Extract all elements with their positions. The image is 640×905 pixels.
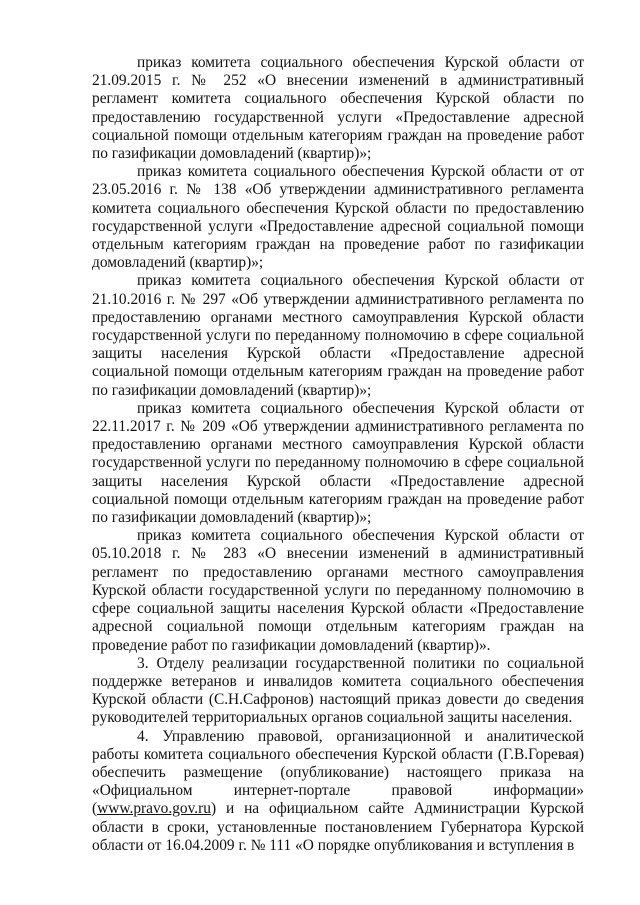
pravo-gov-link[interactable]: www.pravo.gov.ru [97,800,211,818]
order-paragraph-2017: приказ комитета социального обеспечения Курской области от 22.11.2017 г. № 209 «Об утверждении административного регламента по предоставлению органами местного самоуправления Курской области государственной услуги по переданному полномочию в сфере социальной защиты населения Курской области «Предоставление адресной социальной помощи отдельным категориям граждан на проведение работ по газификации домовладений (квартир)»; [92,399,584,527]
item-4-text-start: 4. Управлению правовой, организационной и аналитической работы комитета социального обеспечения Курской области (Г.В.Горевая) обеспечить размещение (опубликование) настоящего приказа на «Официальном интернет-портале правовой информации» ( [92,727,584,818]
order-paragraph-2016-oct: приказ комитета социального обеспечения Курской области от 21.10.2016 г. № 297 «Об утверждении административного регламента по предоставлению органами местного самоуправления Курской области государственной услуги по переданному полномочию в сфере социальной защиты населения Курской области «Предоставление адресной социальной помощи отдельным категориям граждан на проведение работ по газификации домовладений (квартир)»; [92,272,584,399]
order-paragraph-2018: приказ комитета социального обеспечения Курской области от 05.10.2018 г. № 283 «О внесении изменений в административный регламент по предоставлению органами местного самоуправления Курской области государственной услуги по переданному полномочию в сфере социальной защиты населения Курской области «Предоставление адресной социальной помощи отдельным категориям граждан на проведение работ по газификации домовладений (квартир)». [92,527,584,654]
item-3-paragraph: 3. Отделу реализации государственной политики по социальной поддержке ветеранов и инвалидов комитета социального обеспечения Курской области (С.Н.Сафронов) настоящий приказ довести до сведения руководителей территориальных органов социальной защиты населения. [92,654,584,727]
document-page [92,54,584,855]
order-paragraph-2016-may: приказ комитета социального обеспечения Курской области от от 23.05.2016 г. № 138 «Об утверждении административного регламента комитета социального обеспечения Курской области по предоставлению государственной услуги «Предоставление адресной социальной помощи отдельным категориям граждан на проведение работ по газификации домовладений (квартир)»; [92,163,584,272]
order-paragraph-2015: приказ комитета социального обеспечения Курской области от 21.09.2015 г. № 252 «О внесении изменений в административный регламент комитета социального обеспечения Курской области по предоставлению государственной услуги «Предоставление адресной социальной помощи отдельным категориям граждан на проведение работ по газификации домовладений (квартир)»; [92,54,584,163]
item-4-paragraph [92,728,584,855]
item-4-text-end: ) и на официальном сайте Администрации Курской области в сроки, установленные постановлением Губернатора Курской области от 16.04.2009 г. № 111 «О порядке опубликования и вступления в [92,800,584,854]
